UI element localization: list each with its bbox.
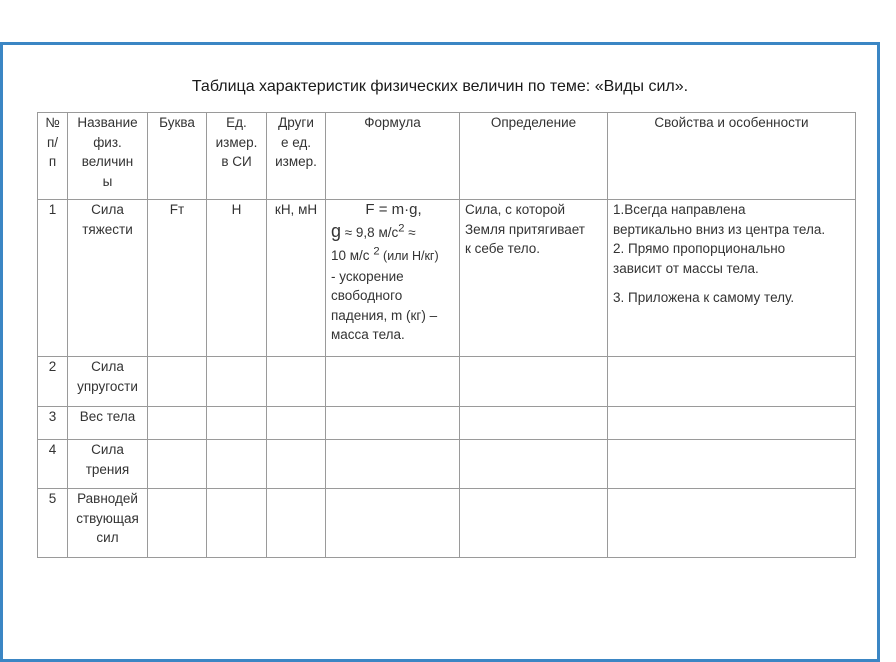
empty-cell xyxy=(148,357,207,407)
row-num: 3 xyxy=(38,407,68,440)
empty-cell xyxy=(460,489,608,558)
empty-cell xyxy=(460,357,608,407)
header-formula: Формула xyxy=(326,113,460,200)
empty-cell xyxy=(267,440,326,489)
empty-cell xyxy=(326,440,460,489)
empty-cell xyxy=(207,440,267,489)
empty-cell xyxy=(148,407,207,440)
row-num: 2 xyxy=(38,357,68,407)
empty-cell xyxy=(326,407,460,440)
formula-main: F = m·g, xyxy=(365,201,422,218)
empty-cell xyxy=(148,440,207,489)
empty-cell xyxy=(608,489,856,558)
header-num: № п/ п xyxy=(38,113,68,200)
row-name: Сила трения xyxy=(68,440,148,489)
empty-cell xyxy=(207,407,267,440)
header-row xyxy=(38,113,856,200)
row-letter: Fт xyxy=(148,200,207,357)
formula-g-line: g ≈ 9,8 $м/с^2$ ≈ xyxy=(331,221,416,241)
empty-cell xyxy=(460,407,608,440)
empty-cell xyxy=(608,357,856,407)
empty-cell xyxy=(207,489,267,558)
table-row xyxy=(38,357,856,407)
empty-cell xyxy=(326,357,460,407)
header-other-units: Други е ед. измер. xyxy=(267,113,326,200)
row-num: 5 xyxy=(38,489,68,558)
header-definition: Определение xyxy=(460,113,608,200)
empty-cell xyxy=(460,440,608,489)
header-letter: Буква xyxy=(148,113,207,200)
empty-cell xyxy=(326,489,460,558)
empty-cell xyxy=(207,357,267,407)
empty-cell xyxy=(608,407,856,440)
row-name: Вес тела xyxy=(68,407,148,440)
forces-table xyxy=(37,112,856,558)
empty-cell xyxy=(148,489,207,558)
header-si-unit: Ед. измер. в СИ xyxy=(207,113,267,200)
row-num: 4 xyxy=(38,440,68,489)
empty-cell xyxy=(608,440,856,489)
table-row xyxy=(38,489,856,558)
empty-cell xyxy=(267,489,326,558)
row-si-unit: Н xyxy=(207,200,267,357)
table-row xyxy=(38,407,856,440)
row-num: 1 xyxy=(38,200,68,357)
empty-cell xyxy=(267,407,326,440)
empty-cell xyxy=(267,357,326,407)
formula-ten-line: 10 м/с $^2$ (или Н/кг) xyxy=(331,245,439,263)
table-row xyxy=(38,440,856,489)
header-name: Название физ. величин ы xyxy=(68,113,148,200)
header-properties: Свойства и особенности xyxy=(608,113,856,200)
row-name: Равнодей ствующая сил xyxy=(68,489,148,558)
row-properties: 1.Всегда направлена вертикально вниз из центра тела. 2. Прямо пропорционально зависит от массы тела. 3. Приложена к самому телу. xyxy=(608,200,856,357)
table-row xyxy=(38,200,856,357)
row-definition: Сила, с которой Земля притягивает к себе тело. xyxy=(460,200,608,357)
row-other-units: кН, мН xyxy=(267,200,326,357)
document-title: Таблица характеристик физических величин по теме: «Виды сил». xyxy=(191,78,689,95)
row-formula: F = m·g, g ≈ 9,8 $м/с^2$ ≈ 10 м/с $^2$ (или Н/кг) - ускорение свободного падения, m (кг) – масса тела. xyxy=(326,200,460,357)
row-name: Сила тяжести xyxy=(68,200,148,357)
row-name: Сила упругости xyxy=(68,357,148,407)
